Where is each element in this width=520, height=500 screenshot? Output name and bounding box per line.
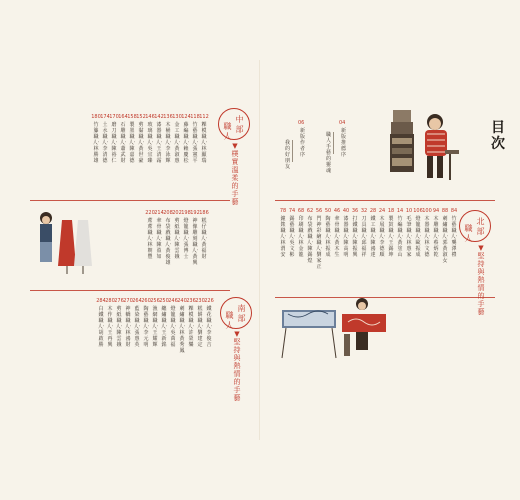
- page-number[interactable]: 230: [195, 298, 205, 304]
- toc-entry[interactable]: 糕餅職人‧劉建定: [196, 306, 204, 348]
- section-badge-central: [218, 108, 250, 140]
- page-number[interactable]: 180: [91, 114, 101, 120]
- page-number[interactable]: 146: [145, 114, 155, 120]
- page-number[interactable]: 112: [199, 114, 209, 120]
- section-tag-central: ▼ 樸實溫柔的手藝: [231, 142, 239, 206]
- toc-entry[interactable]: 陶藝職人‧林振成: [324, 216, 332, 258]
- toc-entry[interactable]: 傘骨職人‧黃木生: [333, 216, 341, 258]
- toc-entry[interactable]: 蓆蓆職人‧林朝豐: [146, 218, 154, 260]
- page-number[interactable]: 198: [181, 210, 191, 216]
- page-number[interactable]: 186: [199, 210, 209, 216]
- embroidery-workshop-illustration: [278, 300, 398, 360]
- toc-entry[interactable]: 鐵工職人‧陳鴻達: [369, 216, 377, 258]
- toc-entry[interactable]: 粿模職人‧許榮樂: [187, 306, 195, 348]
- toc-entry[interactable]: 毛筆職人‧林惠家: [405, 216, 413, 258]
- intro-page-number[interactable]: 06: [298, 120, 305, 126]
- page-number[interactable]: 220: [145, 210, 155, 216]
- intro-title[interactable]: 新版推薦序: [340, 128, 346, 158]
- page-number[interactable]: 56: [315, 208, 323, 214]
- intro-divider: [333, 132, 334, 154]
- toc-entry[interactable]: 打鐵職人‧陳振興: [351, 216, 359, 258]
- book-spine: [259, 60, 260, 440]
- section-rule: [30, 290, 230, 291]
- page-number[interactable]: 62: [306, 208, 314, 214]
- page-number[interactable]: 14: [396, 208, 404, 214]
- page-number[interactable]: 276: [114, 298, 124, 304]
- page-number[interactable]: 84: [450, 208, 458, 214]
- section-tag-north: ▼ 堅持與熱情的手藝: [477, 244, 485, 316]
- page-number[interactable]: 152: [136, 114, 146, 120]
- toc-entry[interactable]: 剪紙職人‧陳雲娥: [173, 218, 181, 260]
- badge-word: 職人: [223, 122, 232, 141]
- toc-entry[interactable]: 木屐職人‧李德順: [378, 216, 386, 258]
- page-number[interactable]: 260: [141, 298, 151, 304]
- page-number[interactable]: 40: [342, 208, 350, 214]
- page-number[interactable]: 236: [186, 298, 196, 304]
- page-number[interactable]: 94: [432, 208, 440, 214]
- toc-entry[interactable]: 竹藝職人‧張憲平: [191, 122, 199, 164]
- page-number[interactable]: 142: [154, 114, 164, 120]
- page-number[interactable]: 214: [154, 210, 164, 216]
- badge-word: 北部: [476, 217, 485, 236]
- toc-entry[interactable]: 剪紙職人‧陳雲娥: [115, 306, 123, 348]
- intro-divider: [292, 140, 293, 162]
- toc-entry[interactable]: 竹藝職人‧龔澤禮: [450, 216, 458, 258]
- toc-entry[interactable]: 刀具職人‧邱福祥: [360, 216, 368, 258]
- page-number[interactable]: 158: [127, 114, 137, 120]
- toc-entry[interactable]: 木雕職人‧蔡炳乾: [432, 216, 440, 258]
- toc-entry[interactable]: 土水職人‧李清德: [101, 122, 109, 164]
- intro-credit: 我的好朋友: [284, 140, 290, 170]
- toc-entry[interactable]: 粿模職人‧林顯瑞: [200, 122, 208, 164]
- page-number[interactable]: 174: [100, 114, 110, 120]
- page-number[interactable]: 246: [168, 298, 178, 304]
- page-number[interactable]: 226: [204, 298, 214, 304]
- page-number[interactable]: 264: [132, 298, 142, 304]
- page-number[interactable]: 202: [172, 210, 182, 216]
- page-number[interactable]: 124: [181, 114, 191, 120]
- page-number[interactable]: 106: [413, 208, 423, 214]
- toc-title: 目次: [491, 120, 505, 152]
- toc-entry[interactable]: 白鐵職人‧胡啟勝: [97, 306, 105, 348]
- toc-entry[interactable]: 藍染職人‧張惠英: [133, 306, 141, 348]
- page-number[interactable]: 74: [288, 208, 296, 214]
- page-number[interactable]: 284: [96, 298, 106, 304]
- toc-entry[interactable]: 神像雕刻職人‧黃興: [191, 218, 199, 266]
- toc-entry[interactable]: 布袋戲職人‧黃俊雄: [164, 218, 172, 266]
- toc-entry[interactable]: 木桶職人‧李泳輝: [164, 122, 172, 164]
- page-number[interactable]: 36: [351, 208, 359, 214]
- page-number[interactable]: 130: [172, 114, 182, 120]
- toc-entry[interactable]: 玻璃職人‧吳宜臻: [146, 122, 154, 164]
- section-tag-south: ▼ 堅持與熱情的手藝: [233, 330, 241, 402]
- toc-entry[interactable]: 木作職人‧王再興: [106, 306, 114, 348]
- badge-word: 職人: [225, 311, 234, 330]
- craftsman-workshop-illustration: [383, 100, 463, 190]
- toc-entry[interactable]: 燈籠職人‧歐振成: [414, 216, 422, 258]
- toc-entry[interactable]: 漆器職人‧陳高明: [342, 216, 350, 258]
- badge-word: 職人: [464, 224, 473, 243]
- toc-entry[interactable]: 木器職人‧林文德: [423, 216, 431, 258]
- toc-entry[interactable]: 印刷職人‧林金龍: [297, 216, 305, 258]
- toc-entry[interactable]: 刺繡職人‧郭黃淑女: [441, 216, 449, 264]
- toc-entry[interactable]: 藤編職人‧賴慶松: [182, 122, 190, 164]
- toc-entry[interactable]: 神轎職人‧林鴻財: [124, 306, 132, 348]
- toc-entry[interactable]: 傘骨職人‧陳盈如: [155, 218, 163, 260]
- section-rule: [275, 200, 495, 201]
- toc-entry[interactable]: 刺繡職人‧林黃秀鳳: [178, 306, 186, 354]
- toc-entry[interactable]: 剪黏職人‧黃世豪: [137, 122, 145, 164]
- page-number[interactable]: 240: [177, 298, 187, 304]
- page-number[interactable]: 88: [441, 208, 449, 214]
- toc-entry[interactable]: 石雕職人‧蕭武財: [119, 122, 127, 164]
- page-number[interactable]: 68: [297, 208, 305, 214]
- page-number[interactable]: 24: [378, 208, 386, 214]
- toc-entry[interactable]: 糕仔職人‧黃福財: [200, 218, 208, 260]
- page-number[interactable]: 78: [279, 208, 287, 214]
- badge-word: 中部: [235, 115, 244, 134]
- toc-entry[interactable]: 製鼓職人‧王錫坤: [387, 216, 395, 258]
- page-number[interactable]: 46: [333, 208, 341, 214]
- page-number[interactable]: 270: [123, 298, 133, 304]
- section-badge-north: [459, 210, 491, 242]
- toc-entry[interactable]: 漆器職人‧王清霜: [155, 122, 163, 164]
- intro-credit: 職人手藝的靈魂: [325, 132, 331, 174]
- qipao-tailor-illustration: [34, 208, 104, 278]
- toc-entry[interactable]: 磨刀職人‧陳裕仁: [110, 122, 118, 164]
- page-number[interactable]: 28: [369, 208, 377, 214]
- toc-entry[interactable]: 製墨職人‧陳嘉德: [128, 122, 136, 164]
- page-number[interactable]: 164: [118, 114, 128, 120]
- toc-entry[interactable]: 鐘錶職人‧林渭安: [279, 216, 287, 258]
- section-rule: [30, 200, 230, 201]
- page-number[interactable]: 100: [422, 208, 432, 214]
- page-number[interactable]: 192: [190, 210, 200, 216]
- toc-entry[interactable]: 陶藝職人‧李元明: [142, 306, 150, 348]
- toc-entry[interactable]: 金工職人‧黃淑惠: [173, 122, 181, 164]
- toc-entry[interactable]: 鐵花職人‧李俊吉: [205, 306, 213, 348]
- page-number[interactable]: 256: [150, 298, 160, 304]
- intro-title[interactable]: 新版作者序: [299, 128, 305, 158]
- page-number[interactable]: 118: [190, 114, 200, 120]
- page-number[interactable]: 250: [159, 298, 169, 304]
- section-rule: [275, 297, 495, 298]
- page-number[interactable]: 10: [405, 208, 413, 214]
- page-number[interactable]: 170: [109, 114, 119, 120]
- intro-page-number[interactable]: 04: [339, 120, 346, 126]
- page-number[interactable]: 280: [105, 298, 115, 304]
- badge-word: 南部: [237, 304, 246, 323]
- page-number[interactable]: 136: [163, 114, 173, 120]
- toc-entry[interactable]: 漁網職人‧王耀輝: [151, 306, 159, 348]
- section-badge-south: [220, 297, 252, 329]
- toc-entry[interactable]: 纏繡職人‧王新銘: [160, 306, 168, 348]
- page-number[interactable]: 18: [387, 208, 395, 214]
- page-number[interactable]: 50: [324, 208, 332, 214]
- toc-entry[interactable]: 竹籐職人‧林勝雄: [92, 122, 100, 164]
- toc-entry[interactable]: 燈籠職人‧吳萬福: [169, 306, 177, 348]
- toc-entry[interactable]: 竹編職人‧黃塗山: [396, 216, 404, 258]
- toc-entry[interactable]: 門神彩繪職人‧劉家正: [315, 216, 323, 270]
- toc-entry[interactable]: 燈籠職人‧張博士: [182, 218, 190, 260]
- toc-entry[interactable]: 布袋戲職人‧陳錫煌: [306, 216, 314, 264]
- page-number[interactable]: 32: [360, 208, 368, 214]
- toc-entry[interactable]: 錫藝職人‧吳文彬: [288, 216, 296, 258]
- page-number[interactable]: 208: [163, 210, 173, 216]
